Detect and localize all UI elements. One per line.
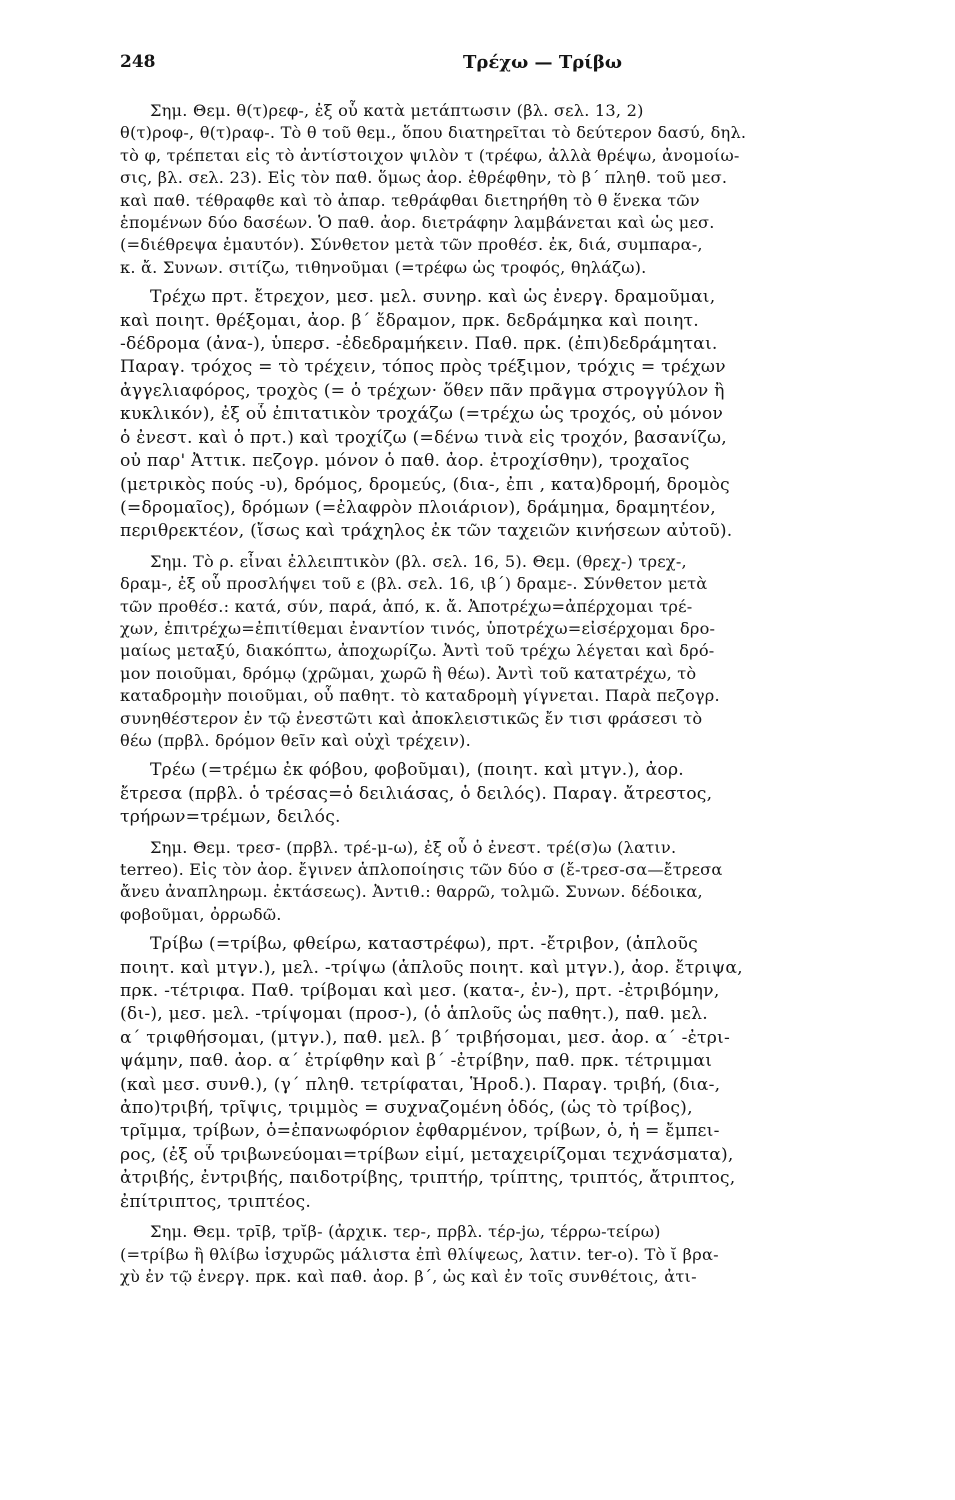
text-line: (=δρομαῖος), δρόμων (=ἐλαφρὸν πλοιάριον), δράμημα, δραμητέον,	[120, 497, 716, 518]
lemma-entry	[120, 933, 925, 1214]
text-line: χὺ ἐν τῷ ἐνεργ. πρκ. καὶ παθ. ἀορ. β΄, ὡς καὶ ἐν τοῖς συνθέτοις, ἀτι-	[120, 1266, 697, 1286]
text-line: τρήρων=τρέμων, δειλός.	[120, 807, 341, 828]
text-line: ρος, (ἐξ οὗ τριβωνεύομαι=τρίβων εἰμί, μεταχειρίζομαι τεχνάσματα),	[120, 1144, 734, 1165]
lemma-entry	[120, 286, 925, 543]
text-line: συνηθέστερον ἐν τῷ ἐνεστῶτι καὶ ἀποκλειστικῶς ἔν τισι φράσεσι τὸ	[120, 708, 703, 728]
text-line: Τρίβω (=τρίβω, φθείρω, καταστρέφω), πρτ. -ἔτριβον, (ἁπλοῦς	[150, 934, 698, 955]
text-line: καὶ παθ. τέθραφθε καὶ τὸ ἀπαρ. τεθράφθαι διετηρήθη τὸ θ ἕνεκα τῶν	[120, 190, 700, 210]
note-block	[120, 551, 925, 753]
text-line: θέω (πρβλ. δρόμον θεῖν καὶ οὐχὶ τρέχειν).	[120, 730, 471, 750]
text-line: ἄνευ ἀναπληρωμ. ἐκτάσεως). Ἀντιθ.: θαρρῶ, τολμῶ. Συνων. δέδοικα,	[120, 882, 703, 902]
note-block	[120, 100, 925, 279]
text-line: Σημ. Θεμ. τρῑβ, τρῐβ- (ἀρχικ. τερ-, πρβλ. τέρ-jω, τέρρω-τείρω)	[150, 1222, 661, 1242]
text-line: α΄ τριφθήσομαι, (μτγν.), παθ. μελ. β΄ τριβήσομαι, μεσ. ἀορ. α΄ -ἐτρι-	[120, 1027, 730, 1048]
text-line: ἀγγελιαφόρος, τροχὸς (= ὁ τρέχων· ὅθεν πᾶν πρᾶγμα στρογγύλον ἢ	[120, 380, 725, 401]
text-line: (=διέθρεψα ἐμαυτόν). Σύνθετον μετὰ τῶν προθέσ. ἐκ, διά, συμπαρα-,	[120, 235, 703, 255]
text-line: -δέδρομα (ἀνα-), ὑπερσ. -ἐδεδραμήκειν. Παθ. πρκ. (ἐπι)δεδράμηται.	[120, 334, 718, 355]
text-line: ἐπίτριπτος, τριπτέος.	[120, 1191, 312, 1212]
text-line: Σημ. Θεμ. τρεσ- (πρβλ. τρέ-μ-ω), ἐξ οὗ ὁ ἐνεστ. τρέ(σ)ω (λατιν.	[150, 837, 677, 857]
text-line: ἀτριβής, ἐντριβής, παιδοτρίβης, τριπτήρ, τρίπτης, τριπτός, ἄτριπτος,	[120, 1168, 736, 1189]
text-line: οὐ παρ' Ἀττικ. πεζογρ. μόνον ὁ παθ. ἀορ. ἐτροχίσθην), τροχαῖος	[120, 451, 690, 472]
text-line: Σημ. Θεμ. θ(τ)ρεφ-, ἐξ οὗ κατὰ μετάπτωσιν (βλ. σελ. 13, 2)	[150, 101, 644, 120]
text-line: καταδρομὴν ποιοῦμαι, οὗ παθητ. τὸ καταδρομὴ γίγνεται. Παρὰ πεζογρ.	[120, 686, 720, 706]
text-line: πρκ. -τέτριφα. Παθ. τρίβομαι καὶ μεσ. (κατα-, ἐν-), πρτ. -ἐτριβόμην,	[120, 981, 720, 1002]
text-line: ἑπομένων δύο δασέων. Ὁ παθ. ἀορ. διετράφην λαμβάνεται καὶ ὡς μεσ.	[120, 213, 715, 233]
text-line: μαίως μεταξύ, διακόπτω, ἀποχωρίζω. Ἀντὶ τοῦ τρέχω λέγεται καὶ δρό-	[120, 641, 715, 661]
text-line: Τρέχω πρτ. ἔτρεχον, μεσ. μελ. συνηρ. καὶ ὡς ἐνεργ. δραμοῦμαι,	[150, 287, 716, 308]
page-header	[120, 52, 925, 82]
text-line: terreo). Εἰς τὸν ἀορ. ἔγινεν ἁπλοποίησις τῶν δύο σ (ἔ-τρεσ-σα—ἔτρεσα	[120, 860, 723, 879]
text-line: θ(τ)ροφ-, θ(τ)ραφ-. Τὸ θ τοῦ θεμ., ὅπου διατηρεῖται τὸ δεύτερον δασύ, δηλ.	[120, 123, 747, 143]
lemma-entry	[120, 759, 925, 829]
text-line: (δι-), μεσ. μελ. -τρίψομαι (προσ-), (ὁ ἁπλοῦς ὡς παθητ.), παθ. μελ.	[120, 1004, 708, 1025]
text-line: σις, βλ. σελ. 23). Εἰς τὸν παθ. ὅμως ἀορ. ἐθρέφθην, τὸ β΄ πληθ. τοῦ μεσ.	[120, 168, 728, 188]
text-line: κ. ἄ. Συνων. σιτίζω, τιθηνοῦμαι (=τρέφω ὡς τροφός, θηλάζω).	[120, 257, 647, 277]
page-body	[120, 100, 925, 1288]
text-line: χων, ἐπιτρέχω=ἐπιτίθεμαι ἐναντίον τινός, ὑποτρέχω=εἰσέρχομαι δρο-	[120, 618, 716, 638]
text-line: Παραγ. τρόχος = τὸ τρέχειν, τόπος πρὸς τρέξιμον, τρόχις = τρέχων	[120, 357, 726, 378]
note-block	[120, 837, 925, 927]
text-line: δραμ-, ἐξ οὗ προσλήψει τοῦ ε (βλ. σελ. 16, ιβ΄) δραμε-. Σύνθετον μετὰ	[120, 574, 708, 594]
page-number: 248	[120, 52, 156, 72]
text-line: ἔτρεσα (πρβλ. ὁ τρέσας=ὁ δειλιάσας, ὁ δειλός). Παραγ. ἄτρεστος,	[120, 783, 713, 804]
text-line: τῶν προθέσ.: κατά, σύν, παρά, ἀπό, κ. ἄ. Ἀποτρέχω=ἀπέρχομαι τρέ-	[120, 596, 693, 616]
text-line: περιθρεκτέον, (ἴσως καὶ τράχηλος ἐκ τῶν ταχειῶν κινήσεων αὐτοῦ).	[120, 521, 733, 542]
text-line: φοβοῦμαι, ὀρρωδῶ.	[120, 904, 282, 924]
text-line: ἀπο)τριβή, τρῖψις, τριμμὸς = συχναζομένη ὁδός, (ὡς τὸ τρίβος),	[120, 1098, 693, 1119]
text-line: ψάμην, παθ. ἀορ. α΄ ἐτρίφθην καὶ β΄ -ἐτρίβην, παθ. πρκ. τέτριμμαι	[120, 1051, 713, 1072]
running-head: Τρέχω — Τρίβω	[463, 52, 622, 73]
text-line: κυκλικόν), ἐξ οὗ ἐπιτατικὸν τροχάζω (=τρέχω ὡς τροχός, οὐ μόνον	[120, 404, 724, 425]
text-line: (=τρίβω ἢ θλίβω ἰσχυρῶς μάλιστα ἐπὶ θλίψεως, λατιν. ter-o). Τὸ ῐ βρα-	[120, 1244, 719, 1264]
text-line: τὸ φ, τρέπεται εἰς τὸ ἀντίστοιχον ψιλὸν τ (τρέφω, ἀλλὰ θρέψω, ἀνομοίω-	[120, 145, 740, 165]
note-block	[120, 1221, 925, 1288]
text-line: (καὶ μεσ. συνθ.), (γ΄ πληθ. τετρίφαται, Ἡροδ.). Παραγ. τριβή, (δια-,	[120, 1074, 721, 1095]
text-line: Τρέω (=τρέμω ἐκ φόβου, φοβοῦμαι), (ποιητ. καὶ μτγν.), ἀορ.	[150, 760, 684, 781]
text-line: καὶ ποιητ. θρέξομαι, ἀορ. β΄ ἔδραμον, πρκ. δεδράμηκα καὶ ποιητ.	[120, 310, 699, 331]
text-line: ὁ ἐνεστ. καὶ ὁ πρτ.) καὶ τροχίζω (=δένω τινὰ εἰς τροχόν, βασανίζω,	[120, 427, 727, 448]
text-line: (μετρικὸς πούς -υ), δρόμος, δρομεύς, (δια-, ἐπι , κατα)δρομή, δρομὸς	[120, 474, 730, 495]
text-line: ποιητ. καὶ μτγν.), μελ. -τρίψω (ἁπλοῦς ποιητ. καὶ μτγν.), ἀορ. ἔτριψα,	[120, 957, 743, 978]
text-line: τρῖμμα, τρίβων, ὁ=ἐπανωφόριον ἐφθαρμένον, τρίβων, ὁ, ἡ = ἔμπει-	[120, 1121, 720, 1142]
text-line: μον ποιοῦμαι, δρόμῳ (χρῶμαι, χωρῶ ἢ θέω). Ἀντὶ τοῦ κατατρέχω, τὸ	[120, 663, 697, 683]
text-line: Σημ. Τὸ ρ. εἶναι ἐλλειπτικὸν (βλ. σελ. 16, 5). Θεμ. (θρεχ-) τρεχ-,	[150, 551, 687, 571]
